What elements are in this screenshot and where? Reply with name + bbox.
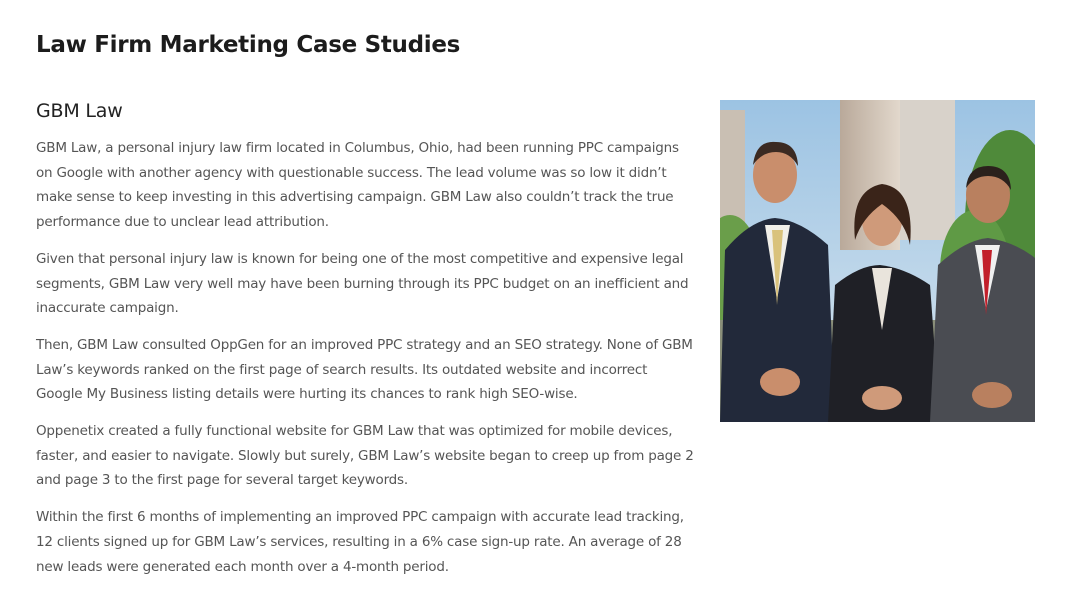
case-study-paragraph: Given that personal injury law is known for being one of the most competitive and expensive legal segments, GBM Law very well may have been burning through its PPC budget on an inefficient and inaccurate campaign. bbox=[36, 250, 689, 317]
case-study-content bbox=[36, 100, 696, 591]
case-study-paragraph: GBM Law, a personal injury law firm located in Columbus, Ohio, had been running PPC campaigns on Google with another agency with questionable success. The lead volume was so low it didn’t make sense to keep investing in this advertising campaign. GBM Law also couldn’t track the true performance due to unclear lead attribution. bbox=[36, 140, 679, 231]
case-study-title: GBM Law bbox=[36, 100, 123, 122]
page-title: Law Firm Marketing Case Studies bbox=[36, 32, 461, 58]
case-study-paragraph: Then, GBM Law consulted OppGen for an improved PPC strategy and an SEO strategy. None of GBM Law’s keywords ranked on the first page of search results. Its outdated website and incorrect Google My Business listing details were hurting its chances to rank high SEO-wise. bbox=[36, 336, 693, 403]
team-photo bbox=[720, 100, 1035, 422]
case-study-paragraph: Oppenetix created a fully functional website for GBM Law that was optimized for mobile devices, faster, and easier to navigate. Slowly but surely, GBM Law’s website began to creep up from page 2 and page 3 to the first page for several target keywords. bbox=[36, 423, 694, 489]
case-study-paragraph: Within the first 6 months of implementing an improved PPC campaign with accurate lead tracking, 12 clients signed up for GBM Law’s services, resulting in a 6% case sign-up rate. An average of 28 new leads were generated each month over a 4-month period. bbox=[36, 509, 684, 575]
